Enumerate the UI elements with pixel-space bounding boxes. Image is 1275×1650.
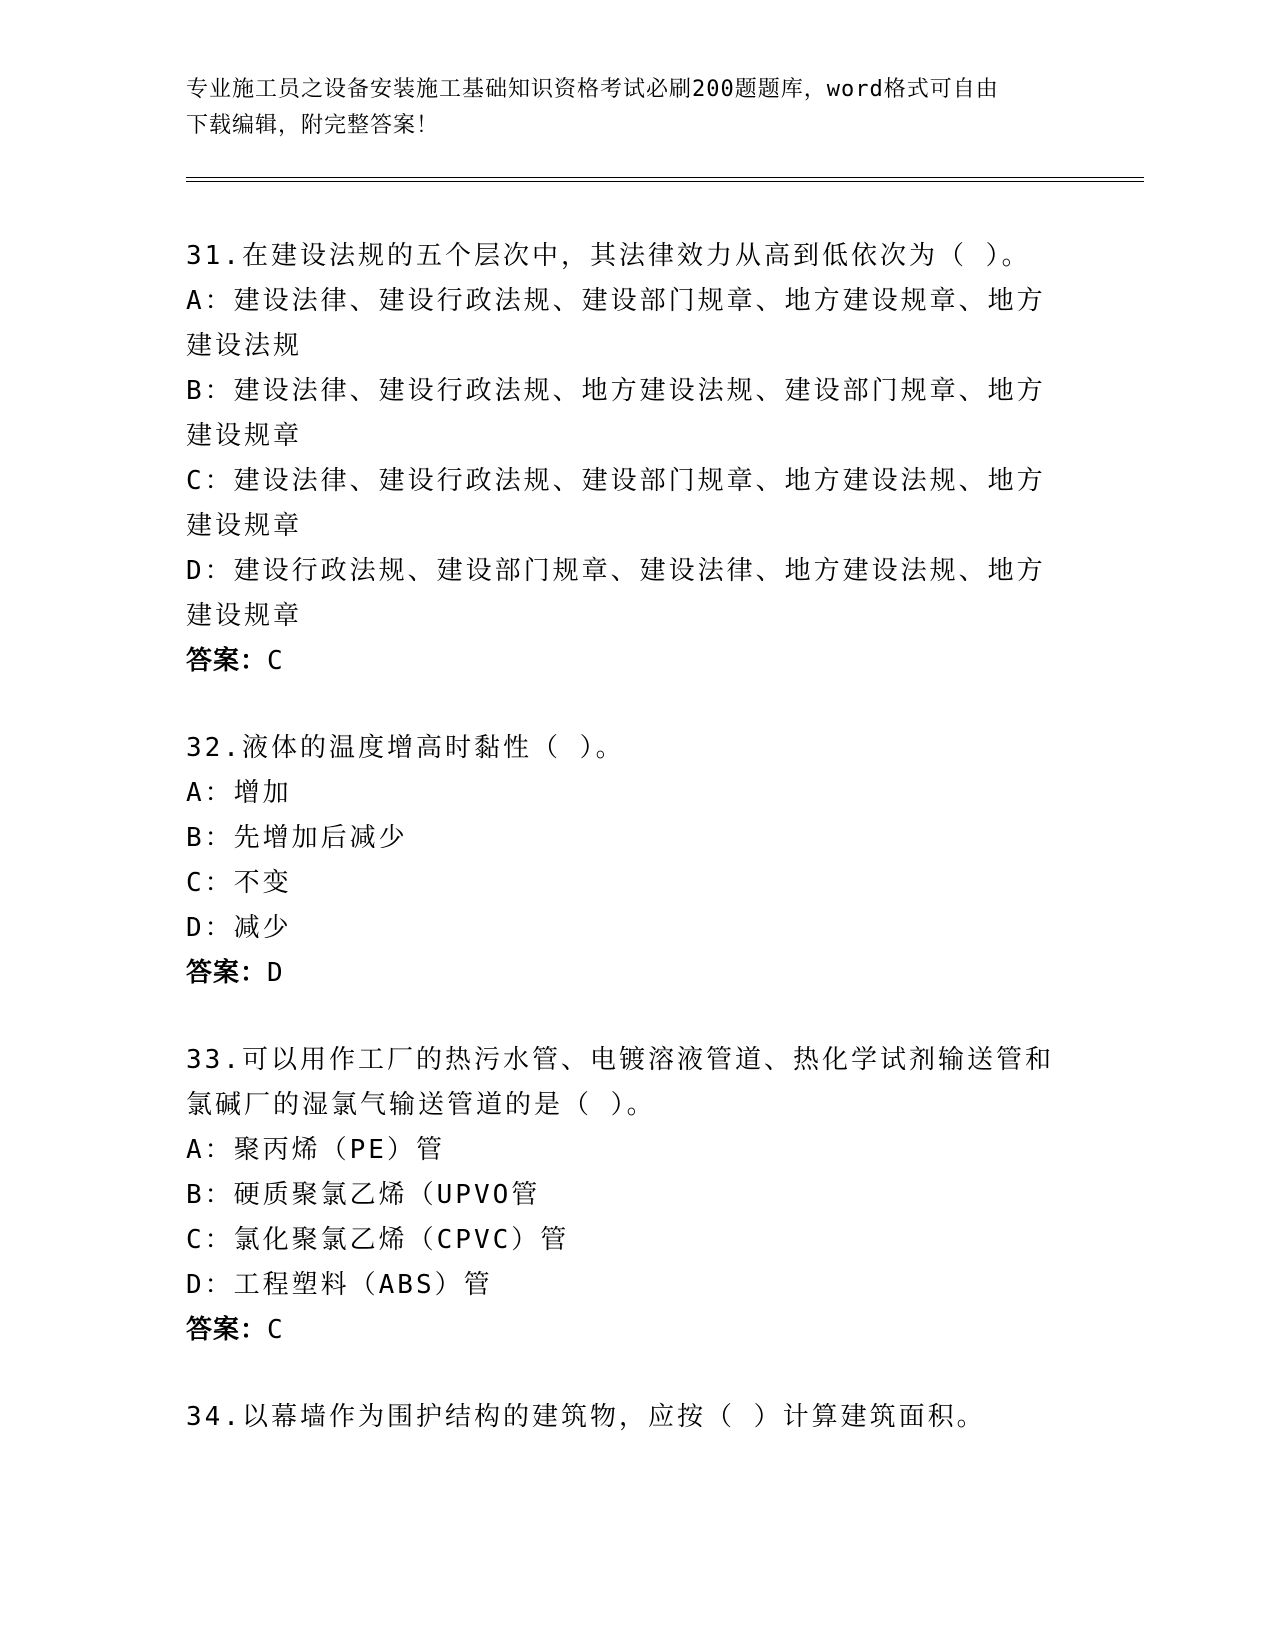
answer-value: D [267, 958, 284, 988]
answer-value: C [267, 646, 284, 676]
option-d: D：工程塑料（ABS）管 [186, 1270, 493, 1300]
answer-line [186, 639, 1066, 684]
answer-value: C [267, 1315, 284, 1345]
option-a: A：聚丙烯（PE）管 [186, 1135, 445, 1165]
document-header [186, 72, 1066, 144]
option-c: C：建设法律、建设行政法规、建设部门规章、地方建设法规、地方建设规章 [186, 466, 1046, 541]
answer-line [186, 1308, 1066, 1353]
question-stem: 31.在建设法规的五个层次中，其法律效力从高到低依次为（ ）。 [186, 241, 1031, 271]
question-stem: 32.液体的温度增高时黏性（ ）。 [186, 733, 625, 763]
option-c: C：不变 [186, 868, 292, 898]
answer-line [186, 951, 1066, 996]
option-b: B：硬质聚氯乙烯（UPVO管 [186, 1180, 541, 1210]
option-b: B：先增加后减少 [186, 823, 408, 853]
header-line-1: 专业施工员之设备安装施工基础知识资格考试必刷200题题库，word格式可自由 [186, 77, 999, 102]
question-34 [186, 1395, 1066, 1440]
option-b: B：建设法律、建设行政法规、地方建设法规、建设部门规章、地方建设规章 [186, 376, 1046, 451]
question-list [186, 234, 1066, 1482]
question-stem: 33.可以用作工厂的热污水管、电镀溶液管道、热化学试剂输送管和氯碱厂的湿氯气输送管道的是（ ）。 [186, 1045, 1054, 1120]
answer-label: 答案： [186, 646, 268, 676]
question-32 [186, 726, 1066, 996]
option-d: D：减少 [186, 913, 292, 943]
answer-label: 答案： [186, 1315, 268, 1345]
question-33 [186, 1038, 1066, 1353]
header-line-2: 下载编辑，附完整答案！ [186, 113, 440, 138]
header-divider [186, 177, 1144, 182]
option-c: C：氯化聚氯乙烯（CPVC）管 [186, 1225, 570, 1255]
answer-label: 答案： [186, 958, 268, 988]
option-a: A：建设法律、建设行政法规、建设部门规章、地方建设规章、地方建设法规 [186, 286, 1046, 361]
option-a: A：增加 [186, 778, 292, 808]
option-d: D：建设行政法规、建设部门规章、建设法律、地方建设法规、地方建设规章 [186, 556, 1046, 631]
question-31 [186, 234, 1066, 684]
question-stem: 34.以幕墙作为围护结构的建筑物，应按（ ）计算建筑面积。 [186, 1402, 986, 1432]
